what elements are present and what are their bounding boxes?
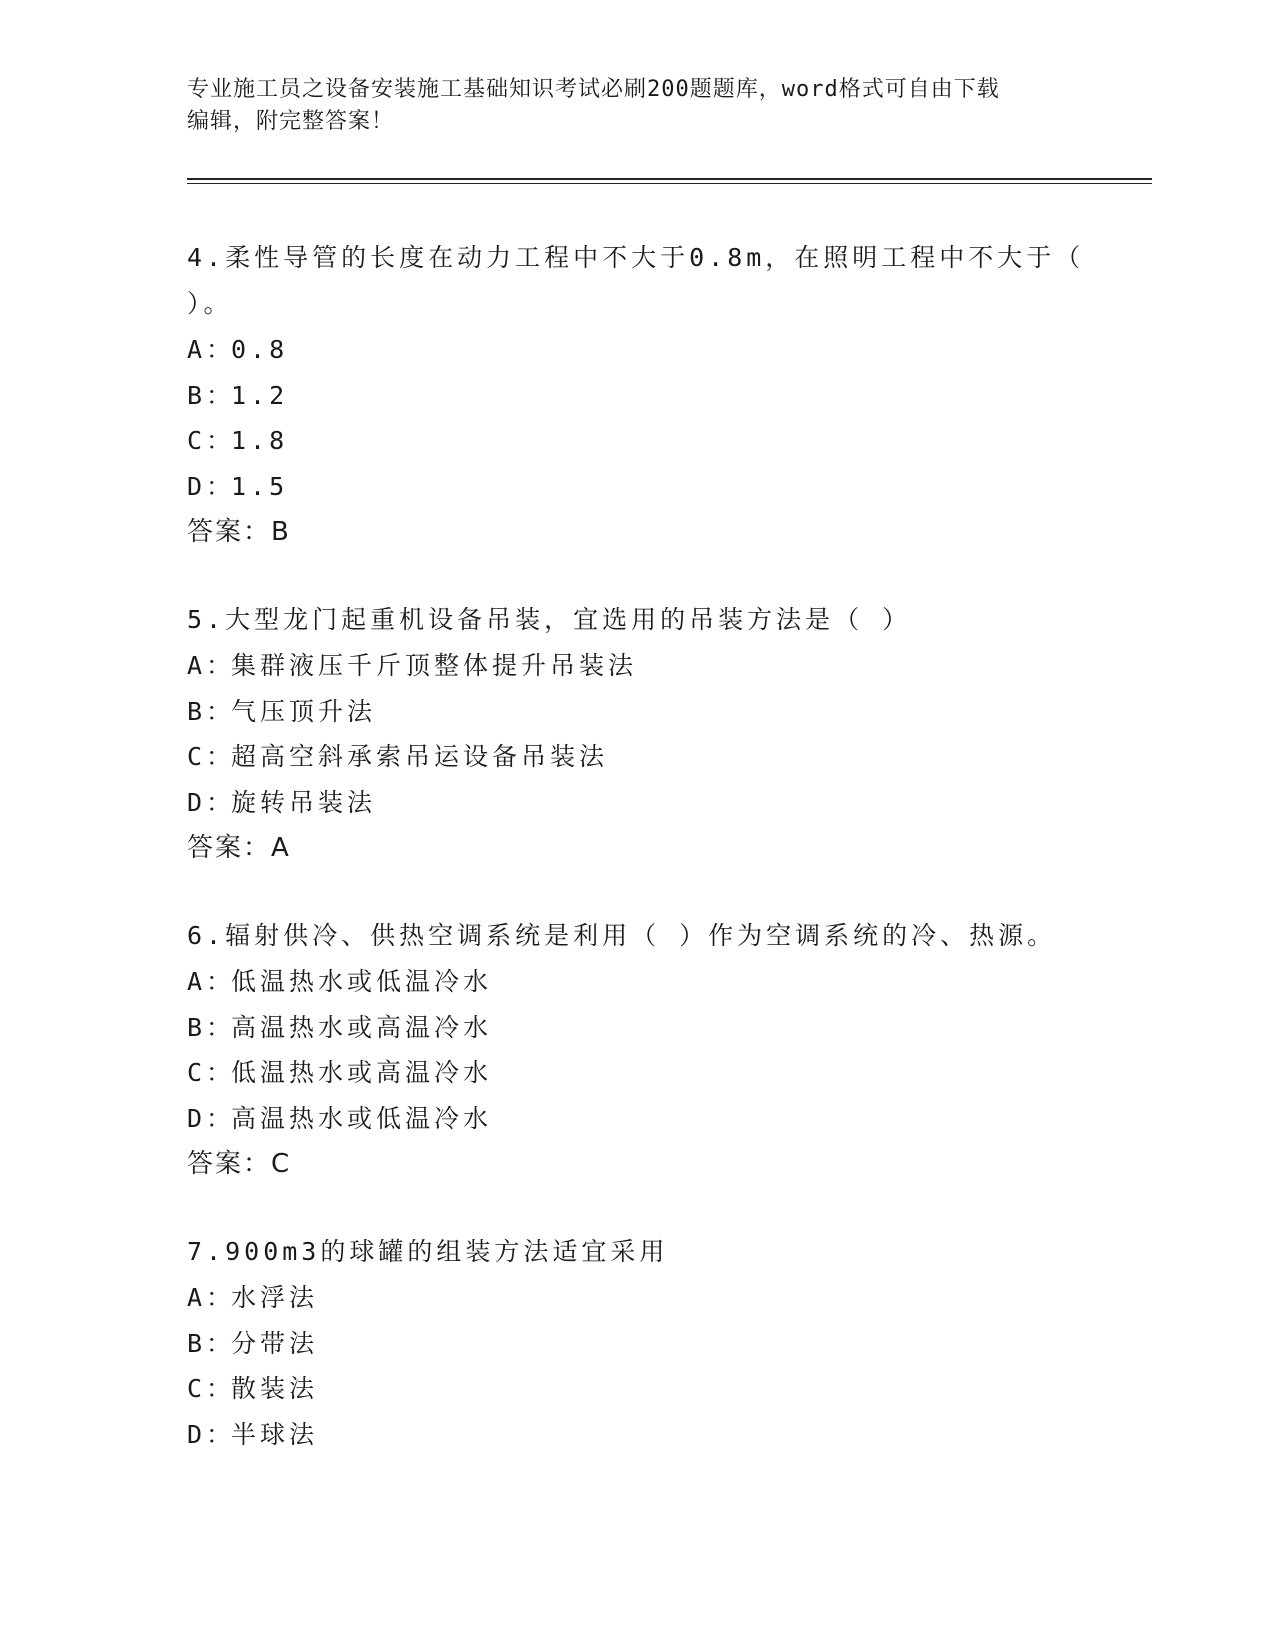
option-key: C： <box>187 742 236 771</box>
option-c <box>187 1050 1087 1096</box>
header-line-1: 专业施工员之设备安装施工基础知识考试必刷200题题库，word格式可自由下载 <box>187 77 1000 102</box>
option-a <box>187 959 1087 1005</box>
option-text: 旋转吊装法 <box>231 787 377 817</box>
question-7 <box>187 1229 1087 1457</box>
option-text: 分带法 <box>231 1328 319 1358</box>
question-5 <box>187 597 1087 871</box>
answer-line: 答案：B <box>187 517 291 547</box>
option-key: B： <box>187 696 236 726</box>
option-text: 半球法 <box>231 1419 319 1449</box>
option-key: A： <box>187 651 236 680</box>
option-key: A： <box>187 1283 236 1312</box>
question-stem: 4.柔性导管的长度在动力工程中不大于0.8m，在照明工程中不大于（ <box>187 243 1085 272</box>
option-key: B： <box>187 1012 236 1042</box>
option-text: 低温热水或低温冷水 <box>231 967 493 996</box>
question-stem: 7.900m3的球罐的组装方法适宜采用 <box>187 1237 669 1266</box>
option-b <box>187 373 1087 419</box>
header-divider-thick <box>187 178 1152 180</box>
option-c <box>187 418 1087 464</box>
answer-line: 答案：A <box>187 833 291 863</box>
option-text: 1.8 <box>231 426 289 455</box>
option-text: 1.5 <box>231 471 289 501</box>
option-text: 集群液压千斤顶整体提升吊装法 <box>231 651 638 680</box>
option-key: D： <box>187 1103 236 1133</box>
question-6 <box>187 913 1087 1187</box>
option-text: 0.8 <box>231 335 289 364</box>
document-header <box>187 74 1087 138</box>
option-b <box>187 1321 1087 1367</box>
option-key: D： <box>187 471 236 501</box>
option-key: A： <box>187 967 236 996</box>
option-a <box>187 1275 1087 1321</box>
option-b <box>187 1005 1087 1051</box>
question-4 <box>187 235 1087 555</box>
option-d <box>187 1096 1087 1142</box>
question-list <box>187 235 1087 1499</box>
option-key: D： <box>187 787 236 817</box>
option-key: C： <box>187 1374 236 1403</box>
answer-line: 答案：C <box>187 1149 292 1179</box>
option-text: 1.2 <box>231 380 289 410</box>
question-stem: 5.大型龙门起重机设备吊装，宜选用的吊装方法是（ ） <box>187 605 912 634</box>
option-key: B： <box>187 1328 236 1358</box>
option-text: 超高空斜承索吊运设备吊装法 <box>231 742 609 771</box>
option-b <box>187 689 1087 735</box>
option-key: D： <box>187 1419 236 1449</box>
question-stem: 6.辐射供冷、供热空调系统是利用（ ）作为空调系统的冷、热源。 <box>187 921 1057 950</box>
option-key: C： <box>187 426 236 455</box>
option-a <box>187 327 1087 373</box>
option-c <box>187 734 1087 780</box>
option-text: 散装法 <box>231 1374 319 1403</box>
header-divider-thin <box>187 183 1152 184</box>
option-text: 低温热水或高温冷水 <box>231 1058 493 1087</box>
option-d <box>187 780 1087 826</box>
option-a <box>187 643 1087 689</box>
option-key: A： <box>187 335 236 364</box>
option-key: C： <box>187 1058 236 1087</box>
option-text: 水浮法 <box>231 1283 319 1312</box>
header-line-2: 编辑，附完整答案！ <box>187 109 395 134</box>
option-d <box>187 464 1087 510</box>
option-key: B： <box>187 380 236 410</box>
option-text: 气压顶升法 <box>231 696 377 726</box>
question-stem-continued: ）。 <box>187 289 233 318</box>
option-text: 高温热水或低温冷水 <box>231 1103 493 1133</box>
option-c <box>187 1366 1087 1412</box>
option-text: 高温热水或高温冷水 <box>231 1012 493 1042</box>
option-d <box>187 1412 1087 1458</box>
